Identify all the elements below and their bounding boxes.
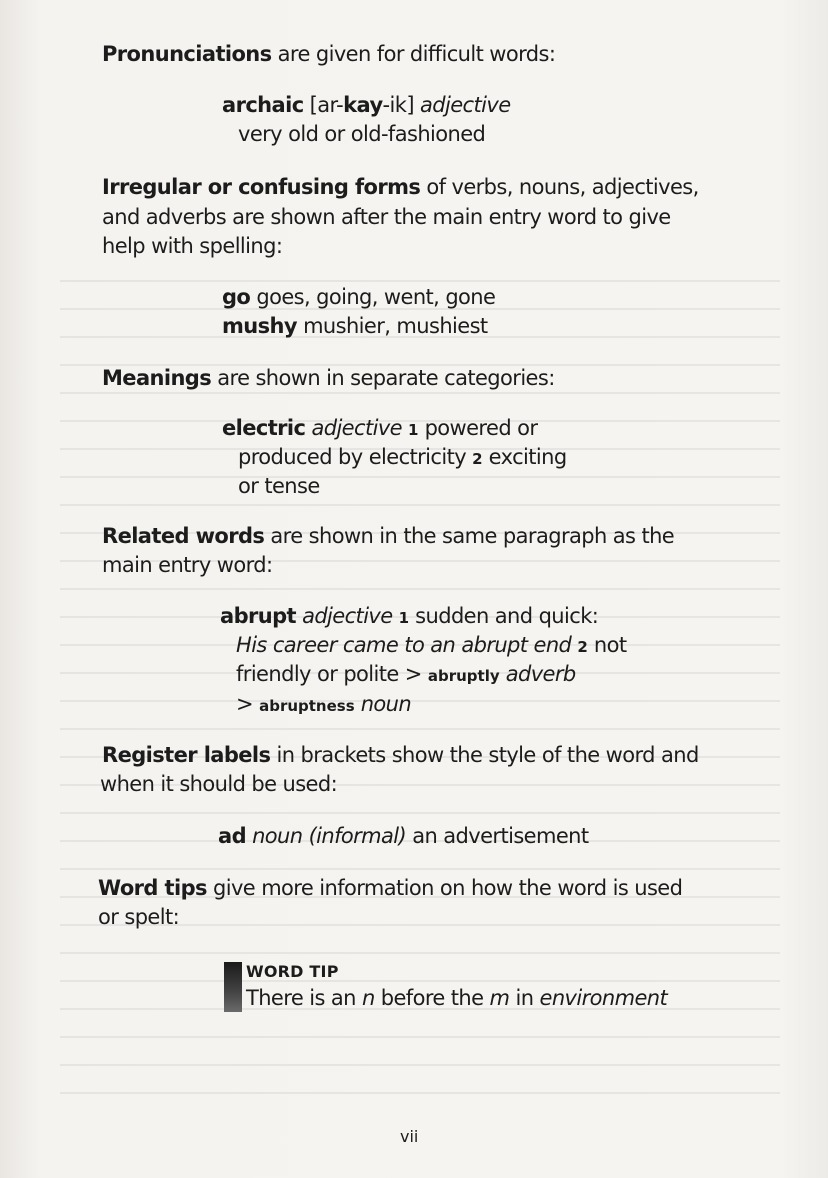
register-term: Register labels <box>102 743 271 767</box>
sense-number: 1 <box>398 609 410 627</box>
entry-word: mushy <box>222 314 297 338</box>
electric-entry <box>222 414 537 444</box>
part-of-speech: adverb <box>505 662 576 686</box>
abrupt-related-line-1 <box>236 660 576 690</box>
tip-text: There is an <box>246 986 356 1010</box>
tip-text: in <box>515 986 534 1010</box>
sense-definition: produced by electricity <box>238 445 467 469</box>
part-of-speech: noun <box>252 824 303 848</box>
related-term: Related words <box>102 524 265 548</box>
wordtips-intro-2: or spelt: <box>98 905 180 929</box>
part-of-speech: adjective <box>311 416 402 440</box>
sense-definition: exciting <box>488 445 567 469</box>
sense-number: 2 <box>472 450 483 468</box>
register-rest: in brackets show the style of the word and <box>276 743 699 767</box>
pronunciations-rest: are given for difficult words: <box>277 42 556 66</box>
pronunciations-term: Pronunciations <box>102 42 272 66</box>
register-intro-1 <box>102 741 699 769</box>
related-arrow: > <box>404 662 422 686</box>
entry-forms: goes, going, went, gone <box>256 285 496 309</box>
abrupt-example-line <box>236 631 626 661</box>
tip-letter: n <box>361 986 375 1010</box>
ad-entry <box>218 822 589 850</box>
pron-stress: kay <box>343 93 383 117</box>
word-tip-text <box>246 984 667 1012</box>
meanings-intro <box>102 364 555 392</box>
tip-letter: m <box>489 986 510 1010</box>
irregular-intro-3: help with spelling: <box>102 234 283 258</box>
archaic-definition: very old or old-fashioned <box>238 122 486 146</box>
entry-forms: mushier, mushiest <box>303 314 488 338</box>
go-entry <box>222 283 495 311</box>
meanings-rest: are shown in separate categories: <box>217 366 555 390</box>
pron-open: [ar- <box>309 93 344 117</box>
tip-word: environment <box>539 986 668 1010</box>
related-word: abruptly <box>427 667 500 685</box>
sense-number: 1 <box>408 421 419 439</box>
pronunciations-intro <box>102 40 555 68</box>
entry-word: ad <box>218 824 247 848</box>
meanings-term: Meanings <box>102 366 212 390</box>
wordtips-rest: give more information on how the word is used <box>213 876 683 900</box>
sense-definition: friendly or polite <box>236 662 399 686</box>
mushy-entry <box>222 312 488 340</box>
wordtips-term: Word tips <box>98 876 207 900</box>
part-of-speech: adjective <box>420 93 511 117</box>
related-word: abruptness <box>259 697 355 715</box>
irregular-rest: of verbs, nouns, adjectives, <box>426 175 699 199</box>
sense-definition: not <box>593 633 627 657</box>
electric-definition-end: or tense <box>238 474 320 498</box>
example-quote: His career came to an abrupt end <box>236 633 572 657</box>
related-arrow: > <box>236 692 253 716</box>
related-intro-1 <box>102 522 674 550</box>
tip-text: before the <box>380 986 484 1010</box>
irregular-intro-1 <box>102 173 699 201</box>
entry-word: go <box>222 285 251 309</box>
archaic-entry <box>222 91 511 119</box>
pron-close: -ik] <box>382 93 414 117</box>
sense-number: 2 <box>577 638 588 656</box>
part-of-speech: adjective <box>302 604 393 628</box>
entry-word: archaic <box>222 93 304 117</box>
register-label: (informal) <box>308 824 407 848</box>
entry-word: abrupt <box>220 604 296 628</box>
irregular-intro-2: and adverbs are shown after the main entry word to give <box>102 205 671 229</box>
register-intro-2: when it should be used: <box>100 772 338 796</box>
related-intro-2: main entry word: <box>102 553 273 577</box>
part-of-speech: noun <box>360 692 412 716</box>
electric-definition-cont <box>238 443 567 473</box>
entry-word: electric <box>222 416 306 440</box>
sense-definition: powered or <box>424 416 538 440</box>
irregular-term: Irregular or confusing forms <box>102 175 421 199</box>
abrupt-related-line-2 <box>236 690 411 720</box>
word-tip-heading: WORD TIP <box>246 962 339 981</box>
word-tip-bar <box>224 962 242 1012</box>
sense-definition: sudden and quick: <box>415 604 599 628</box>
wordtips-intro-1 <box>98 874 682 902</box>
abrupt-entry <box>220 602 598 632</box>
entry-definition: an advertisement <box>412 824 589 848</box>
related-rest: are shown in the same paragraph as the <box>270 524 675 548</box>
page-number: vii <box>400 1127 419 1146</box>
